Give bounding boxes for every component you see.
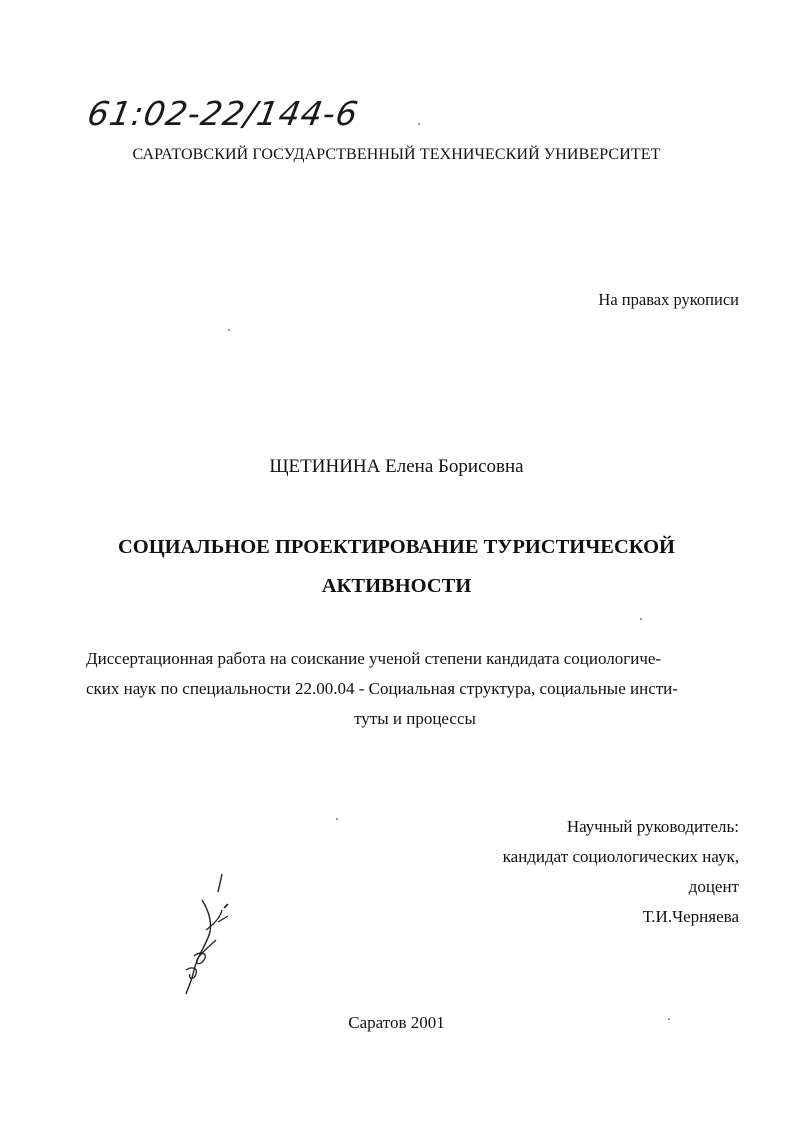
university-name: САРАТОВСКИЙ ГОСУДАРСТВЕННЫЙ ТЕХНИЧЕСКИЙ УНИВЕРСИТЕТ [132,146,661,163]
dissertation-title [80,528,713,606]
city-year: Саратов 2001 [348,1013,445,1032]
supervisor-block [503,812,739,932]
description-line-3: туты и процессы [354,709,476,728]
scan-speck [336,818,338,820]
dissertation-title-line-2: АКТИВНОСТИ [321,575,472,597]
manuscript-rights-note: На правах рукописи [598,290,739,309]
handwritten-catalog-number [84,88,428,140]
scan-speck [640,618,642,620]
scan-speck [418,123,420,125]
author-name: ЩЕТИНИНА Елена Борисовна [269,456,524,477]
supervisor-name: Т.И.Черняева [642,907,739,926]
description-line-2: ских наук по специальности 22.00.04 - Социальная структура, социальные инсти- [86,679,678,698]
supervisor-rank: доцент [688,877,739,896]
dissertation-title-line-1: СОЦИАЛЬНОЕ ПРОЕКТИРОВАНИЕ ТУРИСТИЧЕСКОЙ [117,536,675,558]
scan-speck [228,329,230,331]
scan-speck [668,1018,670,1020]
supervisor-label: Научный руководитель: [566,817,739,836]
supervisor-degree: кандидат социологических наук, [502,847,739,866]
handwritten-catalog-number-text: 61:02-22/144-6 [84,94,362,133]
handwritten-signature [172,870,242,1000]
dissertation-description [86,644,744,734]
description-line-1: Диссертационная работа на соискание ученой степени кандидата социологиче- [86,649,662,668]
